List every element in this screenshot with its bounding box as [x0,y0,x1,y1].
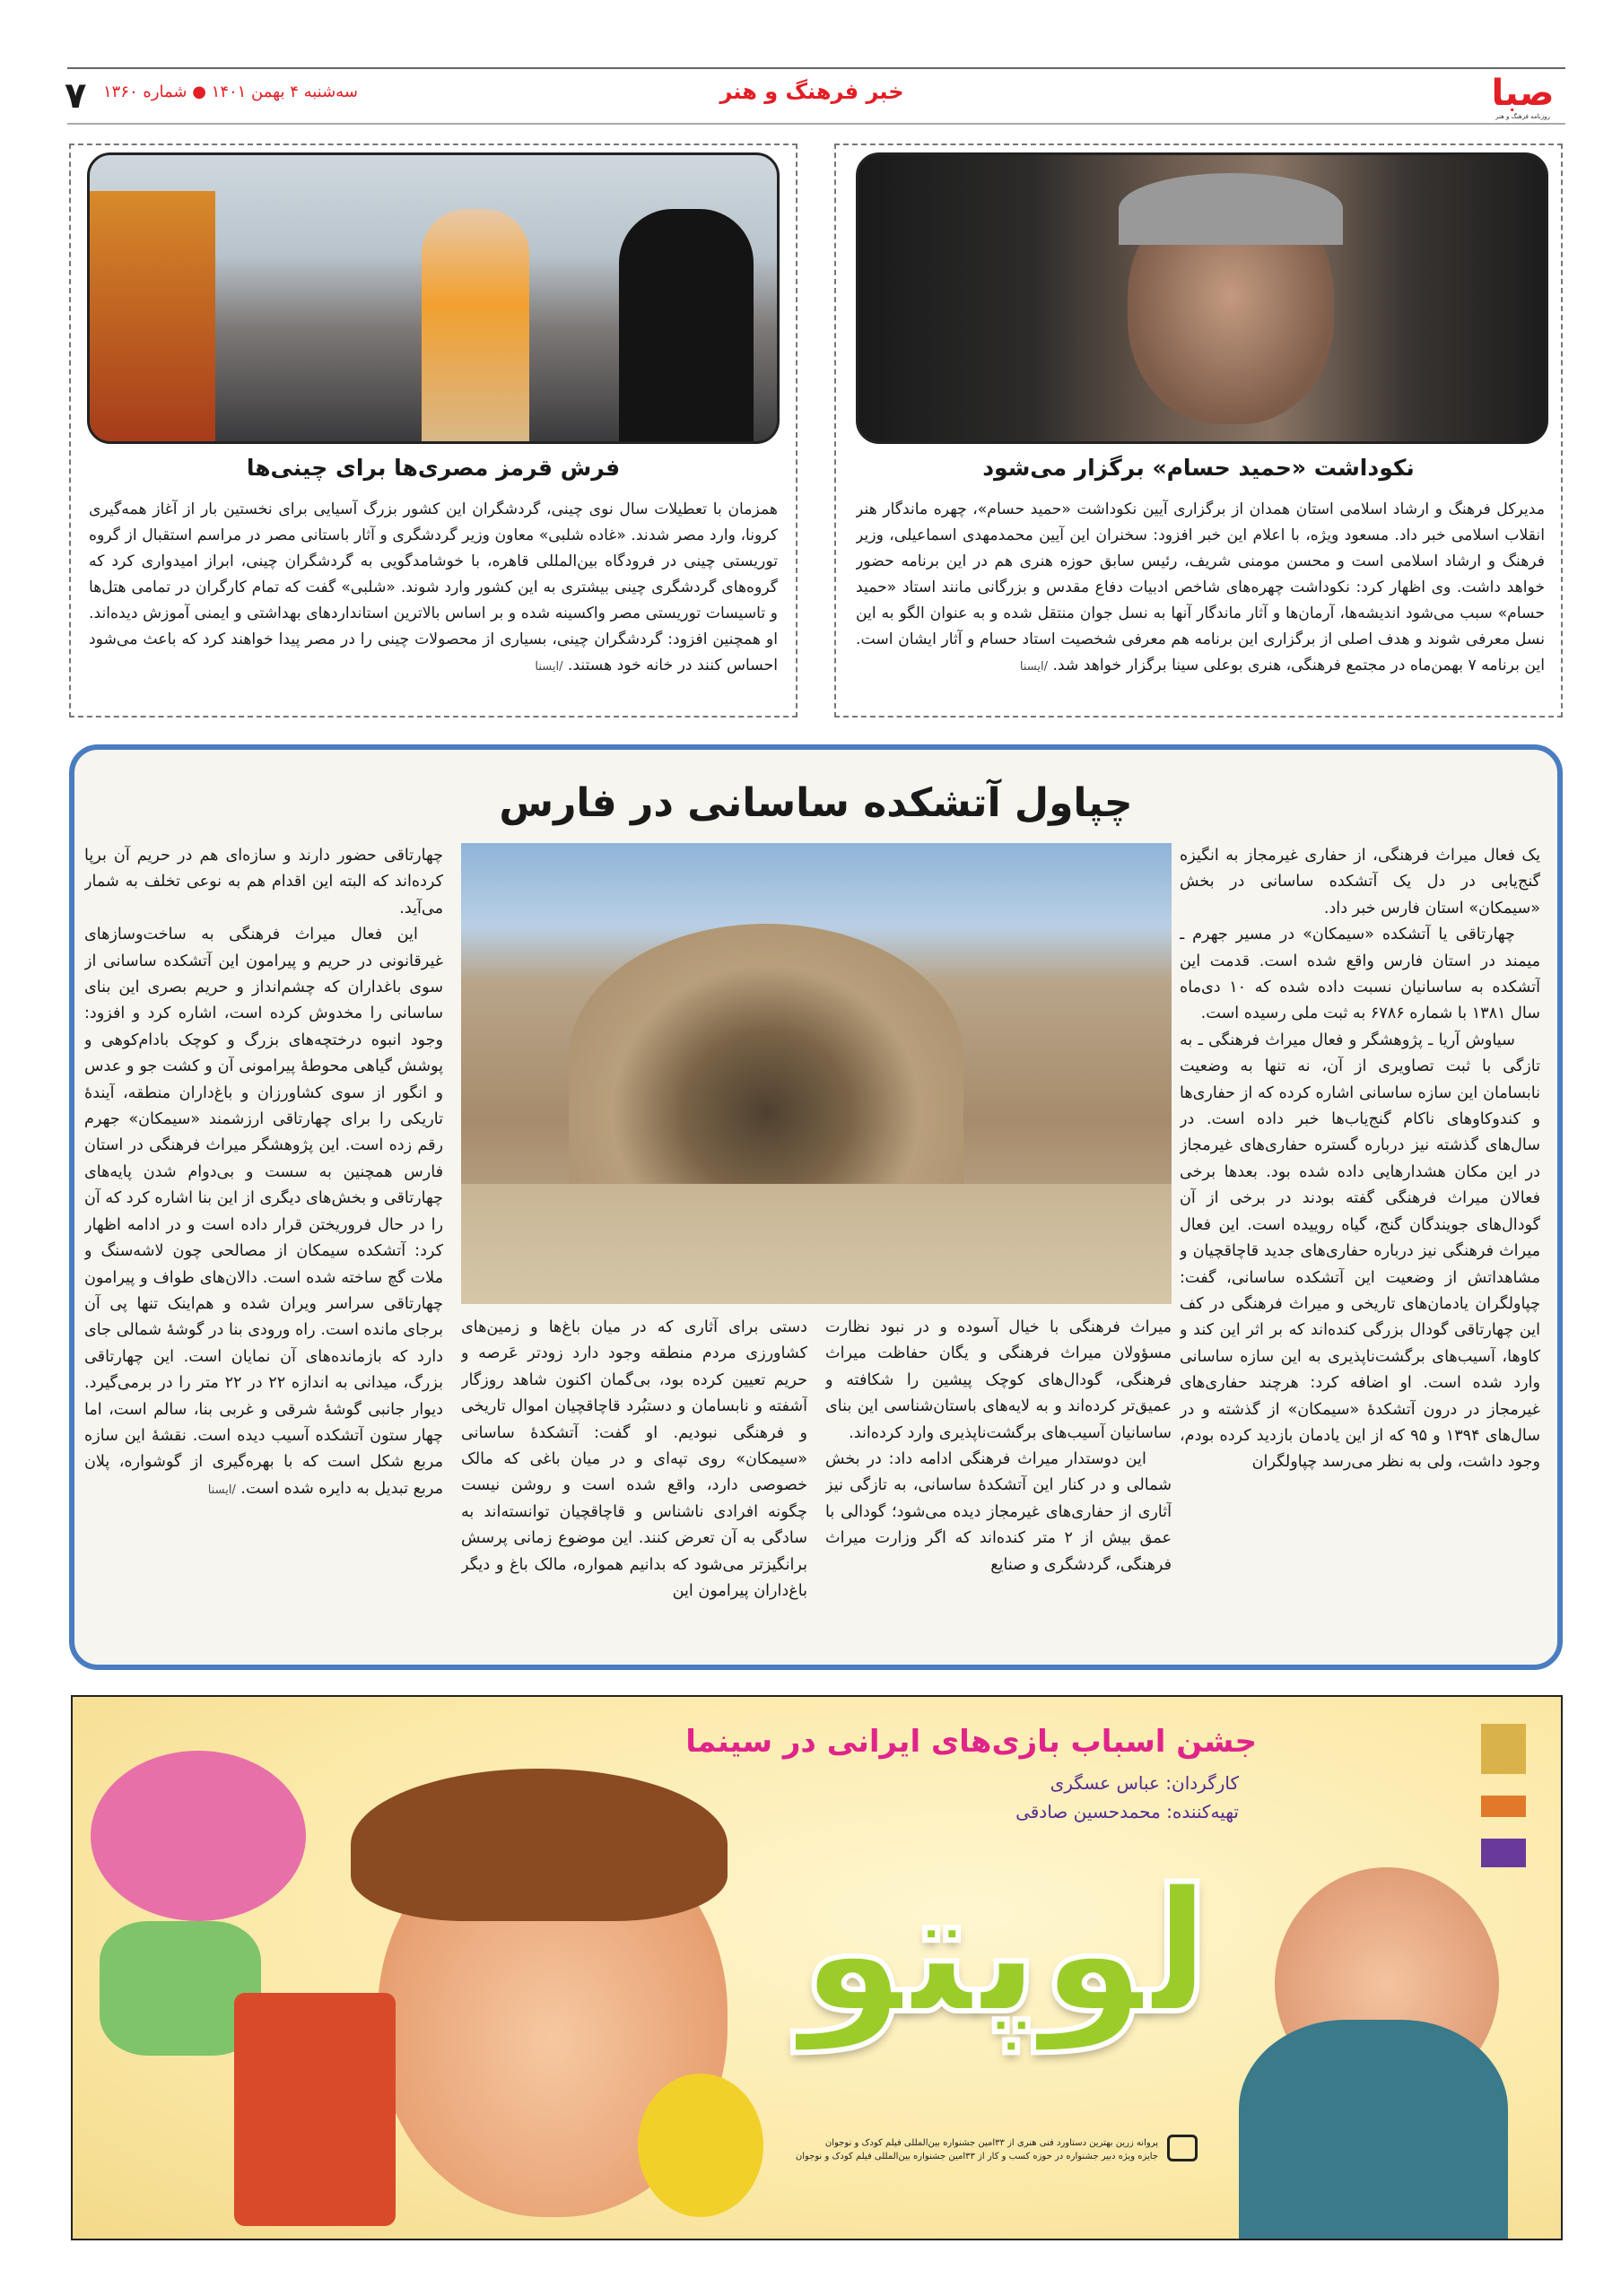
ruin-arch-shape [569,924,963,1193]
issue-info: سه‌شنبه ۴ بهمن ۱۴۰۱ ● شماره ۱۳۶۰ [103,83,358,101]
issue-date: سه‌شنبه ۴ بهمن ۱۴۰۱ [211,83,358,101]
figure-shape [619,209,754,444]
hair-shape [1119,173,1343,245]
fire-temple-photo [461,843,1172,1304]
newspaper-logo [1480,74,1565,120]
column-right [1180,843,1540,1661]
paragraph: میراث فرهنگی با خیال آسوده و در نبود نظارت مسؤولان میراث فرهنگی و یگان حفاظت میراث فرهنگی، گودال‌های کوچک پیشین را شکافته و عمیق‌تر کرده‌اند و به لایه‌های باستان‌شناسی این بنای ساسانیان آسیب‌های برگشت‌ناپذیری وارد کرده‌اند. [825,1318,1172,1442]
film-advertisement[interactable] [71,1695,1563,2240]
column-left [84,843,443,1661]
award-line: پروانه زرین بهترین دستاورد فنی هنری از ۳۳امین جشنواره بین‌المللی فیلم کودک و نوجوان [824,2138,1158,2148]
awards [781,2136,1158,2163]
festival-icon [1167,2135,1198,2161]
paragraph: چهارتاقی حضور دارند و سازه‌ای هم در حریم آن برپا کرده‌اند که البته این اقدام هم به نوعی تخلف به شمار می‌آید. [84,847,443,918]
sponsor-logos [1481,1724,1526,1867]
column-mid-left [461,1315,807,1661]
paragraph: این فعال میراث فرهنگی به ساخت‌وسازهای غیرقانونی در حریم و پیرامون این آتشکده ساسانی از سوی باغداران که چشم‌انداز و حریم بصری این بنای ساسانی را مخدوش کرده است، اشاره کرد و افزود: وجود انبوه درختچه‌های بزرگ و کوچک بادام‌کوهی و پوشش گیاهی محوطهٔ پیرامونی آن و کشت جو و عدس و انگور از سوی کشاورزان و باغ‌داران منطقه، آیندهٔ تاریکی را برای چهارتاقی ارزشمند «سیمکان» جهرم رقم زده است. این پژوهشگر میراث فرهنگی در استان فارس همچنین به سست و بی‌دوام شدن پایه‌های چهارتاقی و بخش‌های دیگری از این بنا اشاره کرد که آن را در حال فروریختن قرار داده است و در ادامه اظهار کرد: آتشکده سیمکان از مصالحی چون لاشه‌سنگ و ملات گچ ساخته شده است. دالان‌های طواف و پیرامون چهارتاقی سراسر ویران شده و هم‌اینک تنها پی آن برجای مانده است. راه ورودی بنا در گوشهٔ شمالی جای دارد که بازمانده‌های آن نمایان است. این چهارتاقی بزرگ، میدانی به اندازه ۲۲ در ۲۲ متر را در برمی‌گیرد. دیوار جانبی گوشهٔ شرقی و غربی بنا، سالم است، اما چهار ستون آتشکده آسیب دیده است. نقشهٔ این سازه مربع شکل است که با بهره‌گیری از گوشواره، پلان مربع تبدیل به دایره شده است. [84,926,443,1498]
award-line: جایزه ویژه دبیر جشنواره در حوزه کسب و کار از ۳۳امین جشنواره بین‌المللی فیلم کودک و نوجوان [795,2152,1158,2161]
airport-photo [87,152,780,444]
toy-character [91,1751,306,1921]
paragraph: سیاوش آریا ـ پژوهشگر و فعال میراث فرهنگی ـ به تازگی با ثبت تصاویری از آن، نه تنها به وضعیت نابسامان این سازه ساسانی اشاره کرده که از حفاری‌ها و کندوکاوهای ناکام گنج‌یاب‌ها خبر داده است. در سال‌های گذشته نیز درباره گستره حفاری‌های غیرمجاز در این مکان هشدارهایی داده شده بود. بعدها برخی فعالان میراث فرهنگی گفته بودند در برخی از آن گودال‌های جویندگان گنج، گیاه روییده است. این فعال میراث فرهنگی نیز درباره حفاری‌های جدید قاچاقچیان و مشاهداتش از وضعیت این آتشکده ساسانی، گفت: چپاولگران یادمان‌های تاریخی و میراث فرهنگی در کف این چهارتاقی گودال بزرگی کنده‌اند که بر اثر این کند و کاوها، آسیب‌های برگشت‌ناپذیری به این سازه ساسانی وارد شده است. او اضافه کرد: هرچند حفاری‌های غیرمجاز در درون آتشکدهٔ «سیمکان» از گذشته و در سال‌های ۱۳۹۴ و ۹۵ که از این یادمان بازدید کرده بودم، وجود داشت، ولی به نظر می‌رسد چپاولگران [1180,1031,1540,1472]
figure-shape [422,209,529,444]
article-headline: فرش قرمز مصری‌ها برای چینی‌ها [246,455,621,481]
body-text: مدیرکل فرهنگ و ارشاد اسلامی استان همدان از برگزاری آیین نکوداشت «حمید حسام»، چهره ماندگار هنر انقلاب اسلامی خبر داد. مسعود ویژه، با اعلام این خبر افزود: سخنران این آیین محمدمهدی اسماعیلی، وزیر فرهنگ و ارشاد اسلامی است و محسن مومنی شریف، رئیس سابق حوزه هنری هم در این برنامه حضور خواهد داشت. وی اظهار کرد: نکوداشت چهره‌های شاخص ادبیات دفاع مقدس و بزرگانی مانند استاد «حمید حسام» سبب می‌شود اندیشه‌ها، آرمان‌ها و آثار ماندگار آنها به نسل جوان منتقل شده و به عنوان الگو به این نسل معرفی شوند و هدف اصلی از برگزاری این برنامه هم معرفی شخصیت استاد حسام و آثار ایشان است. این برنامه ۷ بهمن‌ماه در مجتمع فرهنگی، هنری بوعلی سینا برگزار خواهد شد. [856,500,1545,674]
header-bottom-rule [67,123,1565,125]
paragraph: چهارتاقی یا آتشکده «سیمکان» در مسیر جهرم ـ میمند در استان فارس واقع شده است. قدمت این آتشکده به ساسانیان نسبت داده شده که ۱۰ دی‌ماه سال ۱۳۸۱ با شماره ۶۷۸۶ به ثبت ملی رسیده است. [1180,926,1540,1023]
old-man-body [1239,2020,1508,2240]
toy-robot [234,1993,396,2226]
article-egypt-china [69,144,797,718]
article-headline: نکوداشت «حمید حسام» برگزار می‌شود [982,455,1415,481]
film-title-logo: لوپتو [799,1853,1212,2051]
section-title: خبر فرهنگ و هنر [719,79,904,104]
article-body [856,497,1545,710]
logo-text: صبا [1491,73,1555,114]
source-label: /ایسنا [207,1483,236,1497]
main-headline: چپاول آتشکده ساسانی در فارس [499,780,1133,826]
hessam-photo [856,152,1548,444]
paragraph: یک فعال میراث فرهنگی، از حفاری غیرمجاز به انگیزه گنج‌یابی در دل یک آتشکده ساسانی در بخش «سیمکان» استان فارس خبر داد. [1180,847,1540,918]
body-text: همزمان با تعطیلات سال نوی چینی، گردشگران این کشور بزرگ آسیایی برای نخستین بار از آغاز همه‌گیری کرونا، وارد مصر شدند. «غاده شلبی» معاون وزیر گردشگری و آثار باستانی مصر در مراسم استقبال از گروه توریستی چینی در فرودگاه بین‌المللی قاهره، با خوشامدگویی به گردشگران چینی، ابراز امیدواری کرد که گروه‌های گردشگری چینی بیشتری به این کشور وارد شوند. «شلبی» گفت که تمام کارگران در تمامی هتل‌ها و تاسیسات توریستی مصر واکسینه شده و بر اساس بالاترین استانداردهای بهداشتی و ایمنی آموزش دیده‌اند. او همچنین افزود: گردشگران چینی، بسیاری از محصولات چینی را در مصر پیدا خواهند کرد که باعث می‌شود احساس کنند در خانه خود هستند. [89,500,778,674]
issue-number: شماره ۱۳۶۰ [103,83,187,101]
ad-tagline: جشن اسباب بازی‌های ایرانی در سینما [685,1724,1257,1760]
boy-hair [351,1769,728,1921]
ad-director: کارگردان: عباس عسگری [1050,1772,1239,1794]
article-hessam [834,144,1563,718]
page-number: ۷ [65,75,87,117]
source-label: /ایسنا [1019,660,1048,674]
column-mid-right [825,1315,1172,1661]
article-body [89,497,778,710]
logo-tagline: روزنامه فرهنگ و هنر [1495,113,1550,120]
figure-shape [90,191,215,444]
ad-producer: تهیه‌کننده: محمدحسین صادقی [1015,1801,1239,1822]
paragraph: این دوستدار میراث فرهنگی ادامه داد: در بخش شمالی و در کنار این آتشکدهٔ ساسانی، به تازگی نیز آثاری از حفاری‌های غیرمجاز دیده می‌شود؛ گودالی با عمق بیش از ۲ متر کنده‌اند که اگر وزارت میراث فرهنگی، گردشگری و صنایع [825,1450,1172,1574]
source-label: /ایسنا [535,660,563,674]
ground-shape [461,1184,1172,1304]
header-top-rule [67,67,1565,69]
toy-bird [638,2074,763,2217]
main-article [69,744,1563,1670]
paragraph: دستی برای آثاری که در میان باغ‌ها و زمین‌های کشاورزی مردم منطقه وجود دارد زودتر عَرصه و حریم تعیین کرده بود، بی‌گمان اکنون شاهد روزگار آشفته و نابسامان و دستبُرد قاچاقچیان اموال تاریخی و فرهنگی نبودیم. او گفت: آتشکدهٔ ساسانی «سیمکان» روی تپه‌ای و در میان باغی که مالک خصوصی دارد، واقع شده است و روشن نیست چگونه افرادی ناشناس و قاچاقچیان توانسته‌اند به سادگی به آن تعرض کنند. این موضوع زمانی پرسش برانگیزتر می‌شود که بدانیم همواره، مالک باغ و دیگر باغ‌داران پیرامون این [461,1318,807,1601]
